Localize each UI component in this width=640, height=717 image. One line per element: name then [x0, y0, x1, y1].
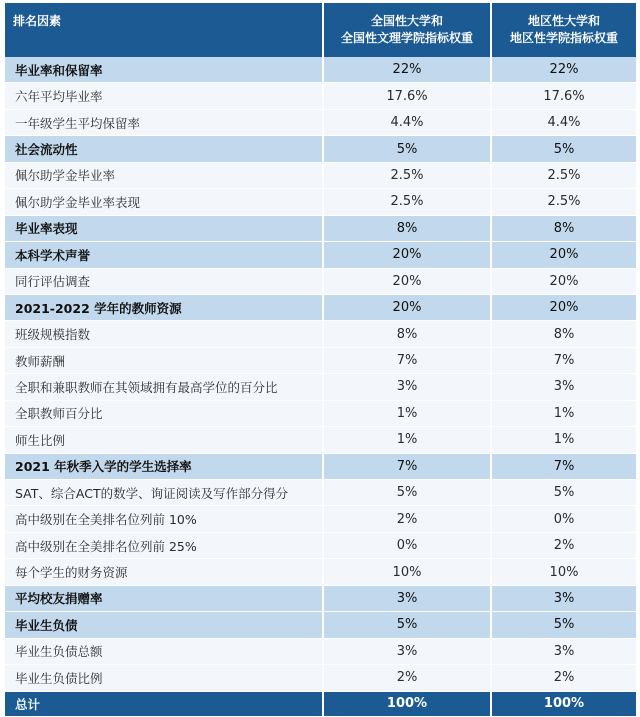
factor-name-cell: 毕业率和保留率: [5, 57, 323, 83]
factor-name-cell: 2021-2022 学年的教师资源: [5, 294, 323, 320]
table-row: [5, 83, 636, 109]
table-row: [5, 400, 636, 426]
national-weight-cell: 20%: [323, 268, 491, 294]
factor-name-cell: 每个学生的财务资源: [5, 559, 323, 585]
factor-name-cell: 佩尔助学金毕业率表现: [5, 189, 323, 215]
table-row: [5, 427, 636, 453]
national-weight-cell: 1%: [323, 427, 491, 453]
national-weight-cell: 7%: [323, 453, 491, 479]
header-national-line2: 全国性文理学院指标权重: [340, 31, 473, 45]
factor-name-cell: 全职和兼职教师在其领域拥有最高学位的百分比: [5, 374, 323, 400]
factor-name-cell: 佩尔助学金毕业率: [5, 162, 323, 188]
header-national-line1: 全国性大学和: [370, 14, 443, 28]
regional-weight-cell: 5%: [491, 136, 636, 162]
table-section-row: [5, 453, 636, 479]
table-body: [5, 57, 636, 691]
table-row: [5, 321, 636, 347]
factor-name-cell: 平均校友捐赠率: [5, 585, 323, 611]
regional-weight-cell: 2.5%: [491, 162, 636, 188]
national-weight-cell: 17.6%: [323, 83, 491, 109]
table-row: [5, 109, 636, 135]
national-weight-cell: 7%: [323, 347, 491, 373]
regional-weight-cell: 22%: [491, 57, 636, 83]
table-section-row: [5, 215, 636, 241]
regional-weight-cell: 8%: [491, 215, 636, 241]
factor-name-cell: 2021 年秋季入学的学生选择率: [5, 453, 323, 479]
factor-name-cell: 本科学术声誉: [5, 242, 323, 268]
national-weight-cell: 5%: [323, 480, 491, 506]
total-row: [5, 691, 636, 716]
national-weight-cell: 8%: [323, 215, 491, 241]
header-regional-line2: 地区性学院指标权重: [509, 31, 618, 45]
ranking-weights-table: [5, 3, 636, 717]
national-weight-cell: 1%: [323, 400, 491, 426]
national-weight-cell: 10%: [323, 559, 491, 585]
national-weight-cell: 4.4%: [323, 109, 491, 135]
regional-weight-cell: 7%: [491, 347, 636, 373]
table-row: [5, 347, 636, 373]
factor-name-cell: 六年平均毕业率: [5, 83, 323, 109]
regional-weight-cell: 17.6%: [491, 83, 636, 109]
table-row: [5, 559, 636, 585]
total-label: 总计: [5, 691, 323, 716]
table-row: [5, 189, 636, 215]
table-row: [5, 532, 636, 558]
national-weight-cell: 20%: [323, 294, 491, 320]
regional-weight-cell: 3%: [491, 585, 636, 611]
table-section-row: [5, 242, 636, 268]
header-factor: 排名因素: [5, 3, 323, 57]
table-row: [5, 268, 636, 294]
factor-name-cell: 同行评估调查: [5, 268, 323, 294]
regional-weight-cell: 5%: [491, 612, 636, 638]
factor-name-cell: 毕业率表现: [5, 215, 323, 241]
regional-weight-cell: 20%: [491, 242, 636, 268]
national-weight-cell: 0%: [323, 532, 491, 558]
national-weight-cell: 2.5%: [323, 189, 491, 215]
header-regional-weight: [491, 3, 636, 57]
national-weight-cell: 3%: [323, 585, 491, 611]
table-row: [5, 480, 636, 506]
header-regional-line1: 地区性大学和: [527, 14, 600, 28]
regional-weight-cell: 8%: [491, 321, 636, 347]
table-row: [5, 665, 636, 691]
factor-name-cell: 高中级别在全美排名位列前 10%: [5, 506, 323, 532]
regional-weight-cell: 2.5%: [491, 189, 636, 215]
regional-weight-cell: 0%: [491, 506, 636, 532]
national-weight-cell: 3%: [323, 374, 491, 400]
ranking-weights-table-container: [5, 3, 636, 712]
table-section-row: [5, 585, 636, 611]
factor-name-cell: 高中级别在全美排名位列前 25%: [5, 532, 323, 558]
national-weight-cell: 8%: [323, 321, 491, 347]
regional-weight-cell: 4.4%: [491, 109, 636, 135]
factor-name-cell: 毕业生负债: [5, 612, 323, 638]
factor-name-cell: 班级规模指数: [5, 321, 323, 347]
national-weight-cell: 2%: [323, 506, 491, 532]
factor-name-cell: 教师薪酬: [5, 347, 323, 373]
table-row: [5, 638, 636, 664]
national-weight-cell: 2.5%: [323, 162, 491, 188]
factor-name-cell: 社会流动性: [5, 136, 323, 162]
table-section-row: [5, 612, 636, 638]
regional-weight-cell: 7%: [491, 453, 636, 479]
factor-name-cell: 师生比例: [5, 427, 323, 453]
regional-weight-cell: 1%: [491, 427, 636, 453]
regional-weight-cell: 3%: [491, 374, 636, 400]
national-weight-cell: 5%: [323, 612, 491, 638]
national-weight-cell: 20%: [323, 242, 491, 268]
header-national-weight: [323, 3, 491, 57]
table-section-row: [5, 57, 636, 83]
regional-weight-cell: 2%: [491, 532, 636, 558]
regional-weight-cell: 20%: [491, 268, 636, 294]
table-row: [5, 506, 636, 532]
national-weight-cell: 2%: [323, 665, 491, 691]
factor-name-cell: 毕业生负债总额: [5, 638, 323, 664]
national-weight-cell: 22%: [323, 57, 491, 83]
table-section-row: [5, 294, 636, 320]
regional-weight-cell: 1%: [491, 400, 636, 426]
table-row: [5, 374, 636, 400]
national-weight-cell: 3%: [323, 638, 491, 664]
factor-name-cell: 一年级学生平均保留率: [5, 109, 323, 135]
national-weight-cell: 5%: [323, 136, 491, 162]
regional-weight-cell: 10%: [491, 559, 636, 585]
regional-weight-cell: 3%: [491, 638, 636, 664]
factor-name-cell: 毕业生负债比例: [5, 665, 323, 691]
regional-weight-cell: 20%: [491, 294, 636, 320]
total-national: 100%: [323, 691, 491, 716]
regional-weight-cell: 5%: [491, 480, 636, 506]
table-section-row: [5, 136, 636, 162]
table-header-row: [5, 3, 636, 57]
table-row: [5, 162, 636, 188]
factor-name-cell: SAT、综合ACT的数学、询证阅读及写作部分得分: [5, 480, 323, 506]
regional-weight-cell: 2%: [491, 665, 636, 691]
factor-name-cell: 全职教师百分比: [5, 400, 323, 426]
total-regional: 100%: [491, 691, 636, 716]
